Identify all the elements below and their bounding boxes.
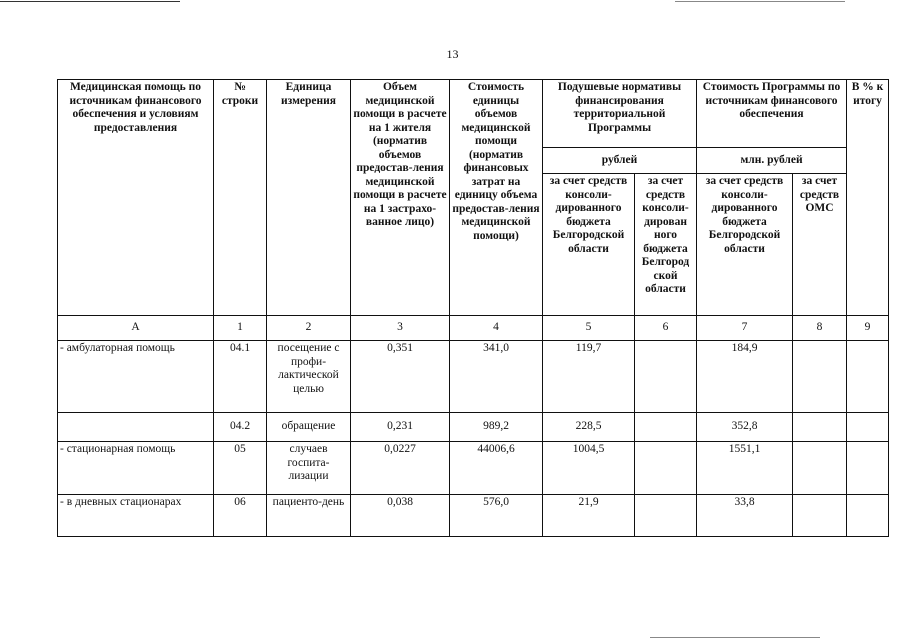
header-col6: за счет средств консоли-дирован ного бюджета Белгород ской области [635, 174, 697, 316]
row-col6 [635, 341, 697, 413]
row-col7: 33,8 [697, 495, 793, 537]
row-col6 [635, 495, 697, 537]
header-row-no: № строки [214, 80, 267, 316]
row-col5: 119,7 [543, 341, 635, 413]
header-mln-rubles: млн. рублей [697, 148, 847, 174]
table-row [58, 442, 889, 495]
column-index: 6 [635, 316, 697, 341]
row-col9 [847, 442, 889, 495]
row-col8 [793, 413, 847, 442]
row-col5: 1004,5 [543, 442, 635, 495]
header-rubles: рублей [543, 148, 697, 174]
row-col9 [847, 495, 889, 537]
row-col6 [635, 413, 697, 442]
column-index: 9 [847, 316, 889, 341]
header-per-capita: Подушевые нормативы финансирования территориальной Программы [543, 80, 697, 148]
row-no: 06 [214, 495, 267, 537]
row-col7: 1551,1 [697, 442, 793, 495]
row-col6 [635, 442, 697, 495]
row-cost: 341,0 [450, 341, 543, 413]
row-col7: 184,9 [697, 341, 793, 413]
row-volume: 0,351 [351, 341, 450, 413]
column-index: 8 [793, 316, 847, 341]
row-col8 [793, 341, 847, 413]
table-row [58, 341, 889, 413]
page-number: 13 [446, 47, 459, 61]
header-col8: за счет средств ОМС [793, 174, 847, 316]
row-col5: 21,9 [543, 495, 635, 537]
row-name: - в дневных стационарах [58, 495, 214, 537]
row-no: 04.1 [214, 341, 267, 413]
row-name [58, 413, 214, 442]
column-index: 1 [214, 316, 267, 341]
row-cost: 989,2 [450, 413, 543, 442]
row-col9 [847, 341, 889, 413]
row-cost: 576,0 [450, 495, 543, 537]
header-volume: Объем медицинской помощи в расчете на 1 жителя (норматив объемов предостав-ления медицинской помощи в расчете на 1 застрахо-ванное лицо) [351, 80, 450, 316]
table-row [58, 413, 889, 442]
row-col7: 352,8 [697, 413, 793, 442]
row-col8 [793, 495, 847, 537]
row-unit: посещение с профи-лактической целью [267, 341, 351, 413]
row-volume: 0,231 [351, 413, 450, 442]
row-cost: 44006,6 [450, 442, 543, 495]
header-program-cost: Стоимость Программы по источникам финансового обеспечения [697, 80, 847, 148]
scan-artifact-top-right [675, 1, 845, 2]
column-index-row [58, 316, 889, 341]
row-name: - амбулаторная помощь [58, 341, 214, 413]
column-index: 7 [697, 316, 793, 341]
row-col5: 228,5 [543, 413, 635, 442]
row-name: - стационарная помощь [58, 442, 214, 495]
financing-table [57, 79, 889, 537]
row-unit: случаев госпита-лизации [267, 442, 351, 495]
column-index: 4 [450, 316, 543, 341]
column-index: 3 [351, 316, 450, 341]
header-percent: В % к итогу [847, 80, 889, 316]
row-volume: 0,0227 [351, 442, 450, 495]
row-col9 [847, 413, 889, 442]
row-unit: пациенто-день [267, 495, 351, 537]
scan-artifact-top-left [0, 1, 180, 2]
column-index: 2 [267, 316, 351, 341]
header-col7: за счет средств консоли-дированного бюджета Белгородской области [697, 174, 793, 316]
scan-artifact-bottom-right [650, 637, 820, 638]
column-index: А [58, 316, 214, 341]
row-unit: обращение [267, 413, 351, 442]
column-index: 5 [543, 316, 635, 341]
header-col5: за счет средств консоли-дированного бюджета Белгородской области [543, 174, 635, 316]
header-unit: Единица измерения [267, 80, 351, 316]
header-unit-cost: Стоимость единицы объемов медицинской помощи (норматив финансовых затрат на единицу объема предостав-ления медицинской помощи) [450, 80, 543, 316]
table-row [58, 495, 889, 537]
row-no: 05 [214, 442, 267, 495]
header-medical-care: Медицинская помощь по источникам финансового обеспечения и условиям предоставления [58, 80, 214, 316]
row-col8 [793, 442, 847, 495]
row-volume: 0,038 [351, 495, 450, 537]
row-no: 04.2 [214, 413, 267, 442]
